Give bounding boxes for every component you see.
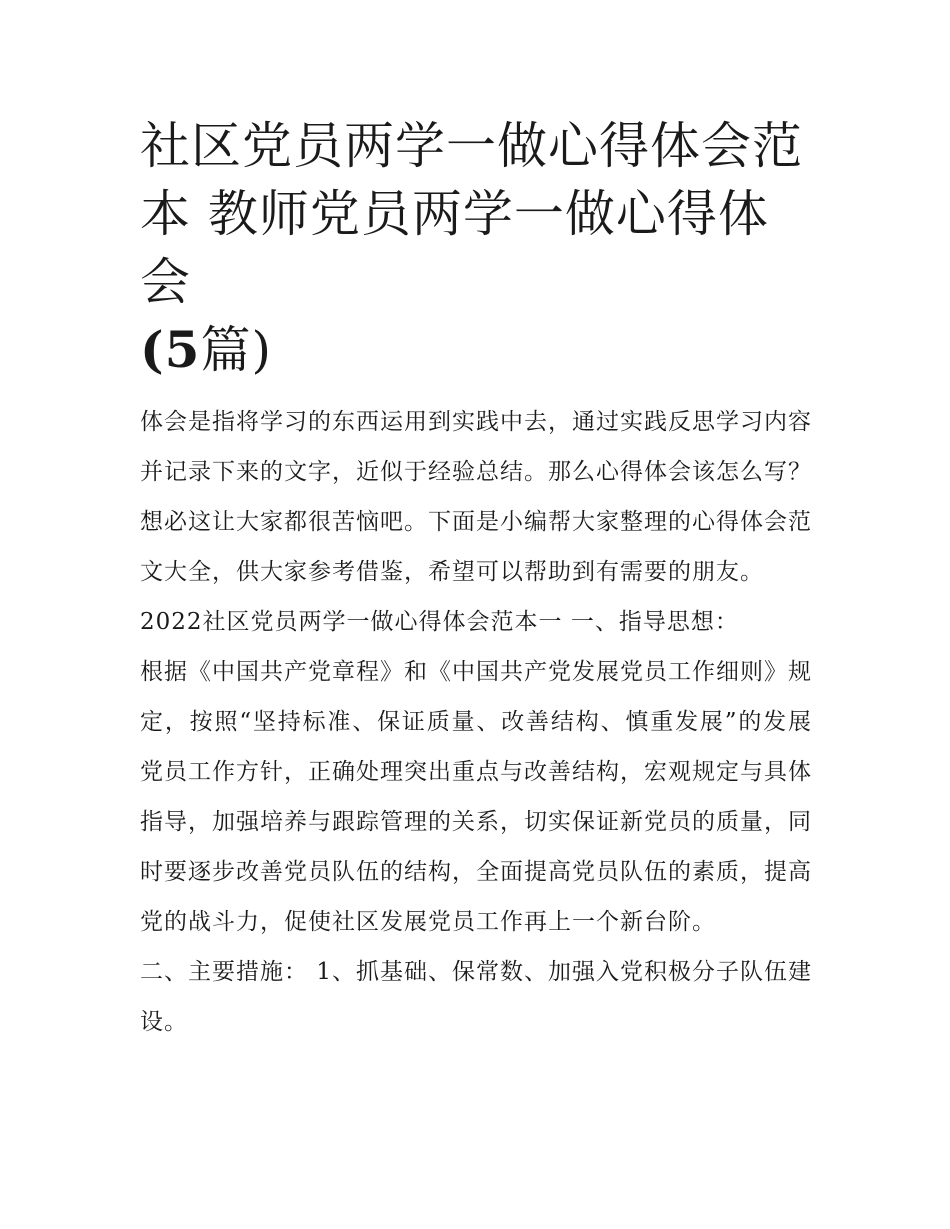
main-measures-paragraph: 二、主要措施： 1、抓基础、保常数、加强入党积极分子队伍建设。 bbox=[140, 959, 812, 1035]
guiding-ideology-paragraph: 根据《中国共产党章程》和《中国共产党发展党员工作细则》规定，按照“坚持标准、保证质量、改善结构、慎重发展”的发展党员工作方针，正确处理突出重点与改善结构，宏观规定与具体指导，加强培养与跟踪管理的关系，切实保证新党员的质量，同时要逐步改善党员队伍的结构，全面提高党员队伍的素质，提高党的战斗力，促使社区发展党员工作再上一个新台阶。 bbox=[140, 659, 812, 935]
section-heading-1: 2022社区党员两学一做心得体会范本一 一、指导思想： bbox=[140, 609, 739, 635]
document-body bbox=[140, 397, 812, 1047]
document-title bbox=[140, 112, 812, 384]
title-paren-open: ( bbox=[140, 320, 165, 379]
document-page bbox=[140, 112, 812, 1047]
title-count: 5 bbox=[164, 320, 201, 379]
intro-paragraph: 体会是指将学习的东西运用到实践中去，通过实践反思学习内容并记录下来的文字，近似于经验总结。那么心得体会该怎么写？想必这让大家都很苦恼吧。下面是小编帮大家整理的心得体会范文大全，供大家参考借鉴，希望可以帮助到有需要的朋友。 bbox=[140, 409, 812, 585]
title-line-1: 社区党员两学一做心得体会范 bbox=[140, 117, 803, 175]
title-line-2: 本 教师党员两学一做心得体会 bbox=[140, 185, 769, 311]
title-suffix: 篇) bbox=[200, 321, 272, 379]
